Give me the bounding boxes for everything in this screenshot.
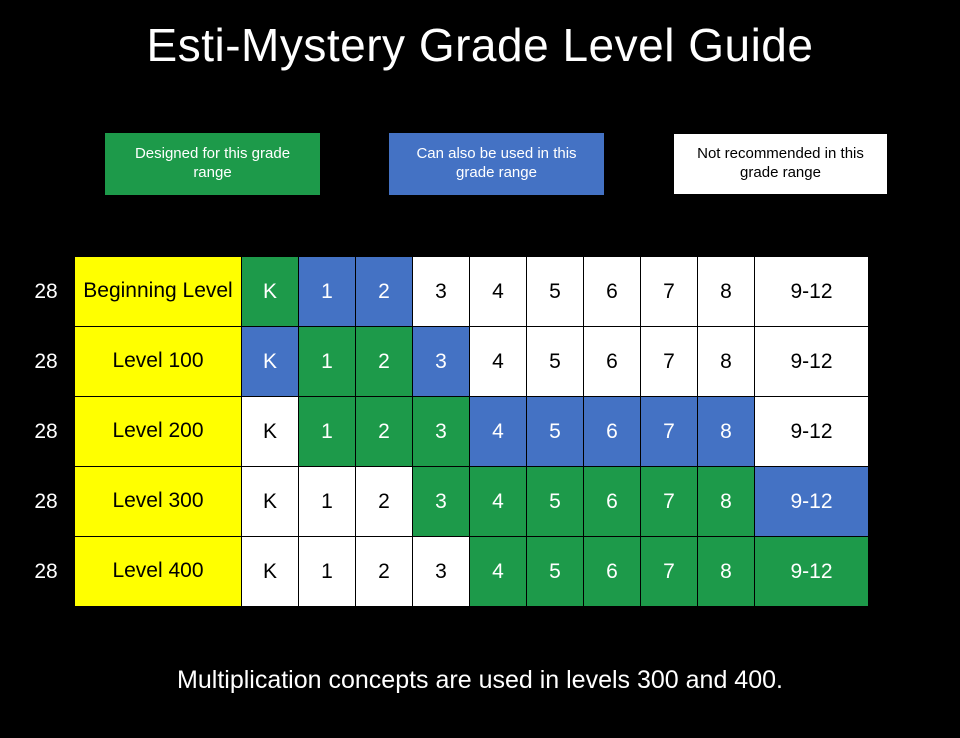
grade-cell: 9-12 — [755, 257, 869, 327]
footer-note: Multiplication concepts are used in levels 300 and 400. — [177, 666, 783, 694]
grade-cell: 3 — [413, 257, 470, 327]
grade-cell: 1 — [299, 537, 356, 607]
grade-cell: K — [242, 257, 299, 327]
grade-cell: 1 — [299, 257, 356, 327]
level-name-cell: Beginning Level — [75, 257, 242, 327]
grade-cell: 3 — [413, 397, 470, 467]
grade-cell: 8 — [698, 537, 755, 607]
grade-cell: K — [242, 327, 299, 397]
grade-cell: 9-12 — [755, 467, 869, 537]
grade-cell: 6 — [584, 257, 641, 327]
grade-cell: 9-12 — [755, 537, 869, 607]
level-name-cell: Level 400 — [75, 537, 242, 607]
grade-cell: 5 — [527, 537, 584, 607]
level-name-cell: Level 300 — [75, 467, 242, 537]
grade-cell: K — [242, 397, 299, 467]
grade-cell: 3 — [413, 467, 470, 537]
grade-cell: 4 — [470, 397, 527, 467]
grade-cell: 1 — [299, 327, 356, 397]
row-number: 28 — [18, 327, 75, 397]
grade-cell: 7 — [641, 397, 698, 467]
grade-cell: 2 — [356, 257, 413, 327]
row-number: 28 — [18, 257, 75, 327]
grade-cell: K — [242, 467, 299, 537]
grade-cell: 2 — [356, 397, 413, 467]
grade-cell: 8 — [698, 327, 755, 397]
grade-cell: 2 — [356, 467, 413, 537]
grade-cell: 6 — [584, 537, 641, 607]
grade-cell: 8 — [698, 397, 755, 467]
grade-cell: 9-12 — [755, 397, 869, 467]
grade-cell: 2 — [356, 537, 413, 607]
grade-cell: 3 — [413, 327, 470, 397]
grade-cell: 5 — [527, 397, 584, 467]
table-row — [18, 467, 869, 537]
grade-cell: 1 — [299, 467, 356, 537]
grade-cell: 4 — [470, 467, 527, 537]
grade-cell: 7 — [641, 257, 698, 327]
grade-cell: 7 — [641, 467, 698, 537]
grade-cell: 6 — [584, 467, 641, 537]
table-row — [18, 327, 869, 397]
legend-item-designed: Designed for this grade range — [105, 133, 320, 195]
grade-cell: 5 — [527, 257, 584, 327]
grade-cell: 6 — [584, 327, 641, 397]
grade-cell: 1 — [299, 397, 356, 467]
grade-cell: 7 — [641, 327, 698, 397]
grade-cell: 8 — [698, 257, 755, 327]
level-name-cell: Level 200 — [75, 397, 242, 467]
grade-cell: 4 — [470, 257, 527, 327]
level-name-cell: Level 100 — [75, 327, 242, 397]
row-number: 28 — [18, 397, 75, 467]
grade-cell: 9-12 — [755, 327, 869, 397]
table-row — [18, 397, 869, 467]
grade-cell: K — [242, 537, 299, 607]
grade-cell: 8 — [698, 467, 755, 537]
legend-item-not-recommended: Not recommended in this grade range — [673, 133, 888, 195]
page-title: Esti-Mystery Grade Level Guide — [146, 19, 814, 71]
grade-cell: 5 — [527, 327, 584, 397]
grade-cell: 2 — [356, 327, 413, 397]
grade-cell: 5 — [527, 467, 584, 537]
table-row — [18, 537, 869, 607]
grade-level-table — [18, 256, 869, 607]
grade-cell: 6 — [584, 397, 641, 467]
grade-cell: 4 — [470, 327, 527, 397]
legend-item-can-also-be-used: Can also be used in this grade range — [389, 133, 604, 195]
grade-table-container — [0, 256, 960, 607]
legend — [0, 133, 960, 203]
row-number: 28 — [18, 537, 75, 607]
grade-cell: 4 — [470, 537, 527, 607]
table-row — [18, 257, 869, 327]
grade-cell: 7 — [641, 537, 698, 607]
grade-cell: 3 — [413, 537, 470, 607]
row-number: 28 — [18, 467, 75, 537]
